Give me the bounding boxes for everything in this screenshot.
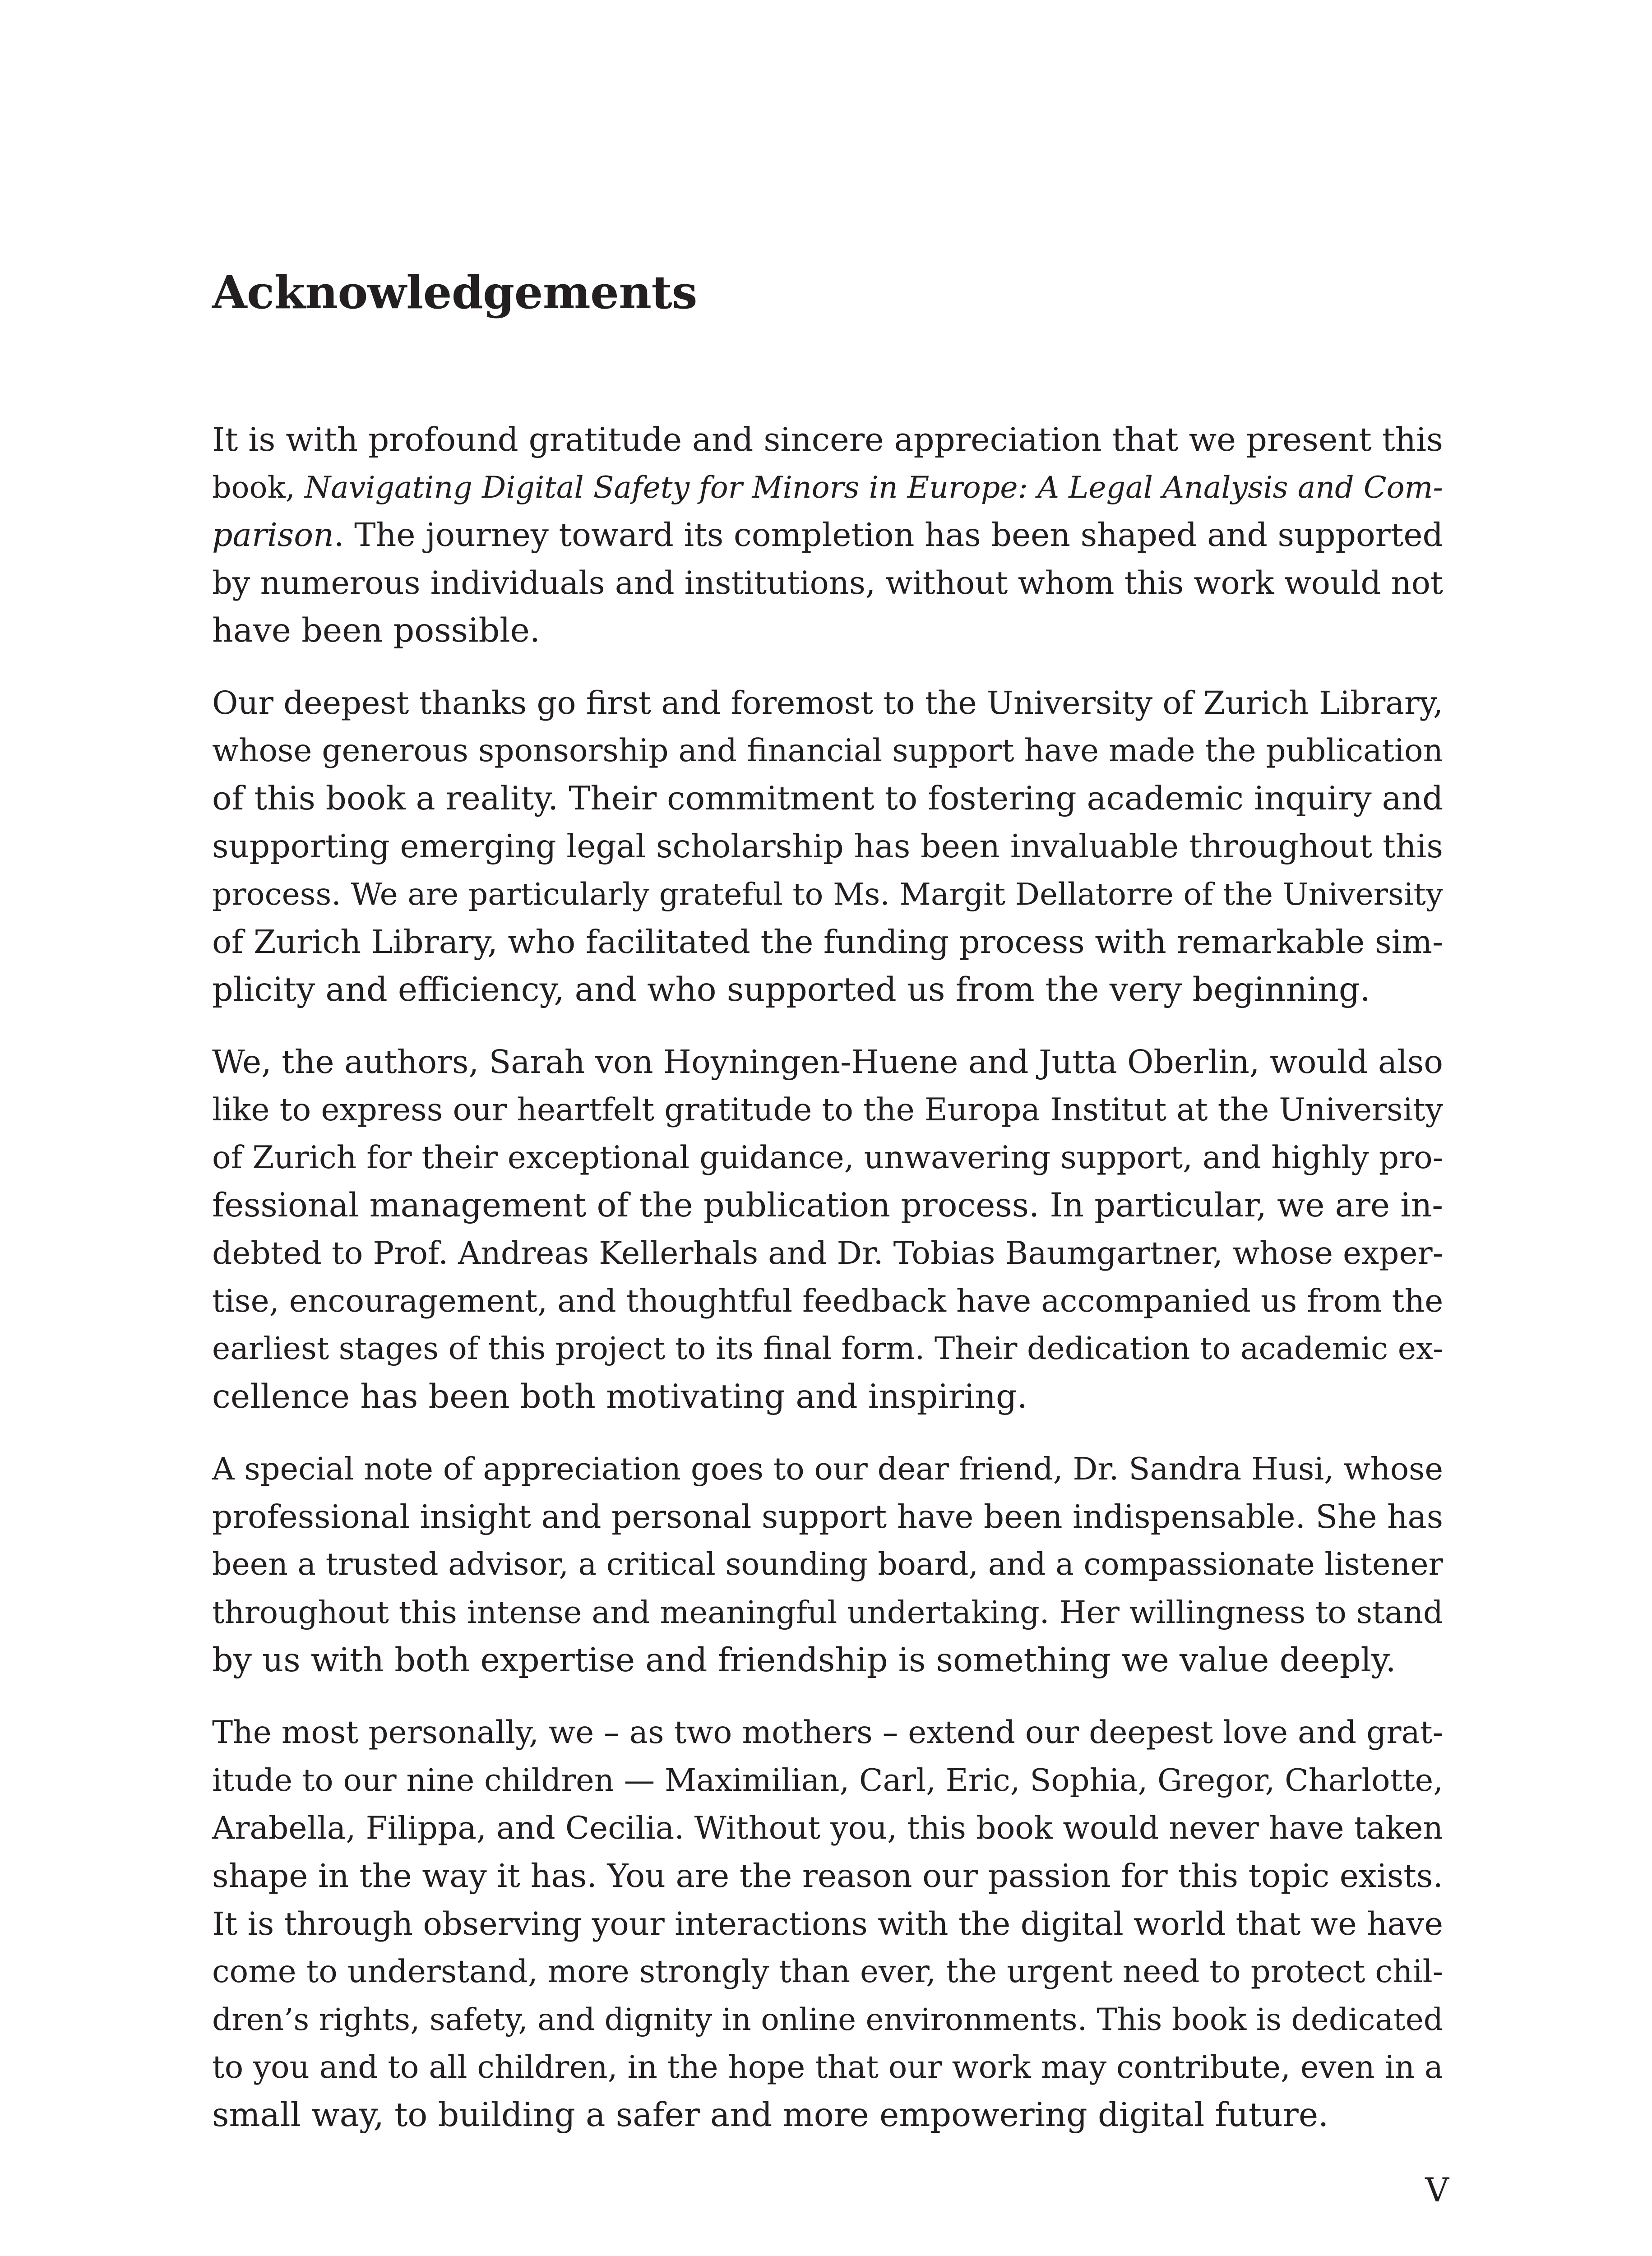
text-line: The most personally, we – as two mothers – extend our deepest love and grat-: [212, 1715, 1443, 1751]
paragraph-4: [212, 1445, 1443, 1684]
text-line: debted to Prof. Andreas Kellerhals and Dr. Tobias Baumgartner, whose exper-: [212, 1235, 1443, 1271]
text-line: shape in the way it has. You are the reason our passion for this topic exists.: [212, 1857, 1443, 1895]
text-line: earliest stages of this project to its final form. Their dedication to academic ex-: [212, 1331, 1444, 1367]
text-line: Arabella, Filippa, and Cecilia. Without you, this book would never have taken: [212, 1810, 1443, 1846]
text-line: by us with both expertise and friendship is something we value deeply.: [212, 1641, 1396, 1679]
body-text: [212, 416, 1443, 2164]
text-line: [212, 463, 1443, 511]
text-line: tise, encouragement, and thoughtful feedback have accompanied us from the: [212, 1283, 1444, 1319]
text-line: It is through observing your interactions with the digital world that we have: [212, 1905, 1443, 1942]
text-line: like to express our heartfelt gratitude to the Europa Institut at the University: [212, 1092, 1443, 1128]
text-line: been a trusted advisor, a critical sounding board, and a compassionate listener: [212, 1547, 1443, 1582]
text-line: throughout this intense and meaningful undertaking. Her willingness to stand: [212, 1595, 1443, 1631]
text-line: dren’s rights, safety, and dignity in online environments. This book is dedicated: [212, 2002, 1444, 2037]
text-line: have been possible.: [212, 611, 540, 650]
paragraph-1: [212, 416, 1443, 655]
text-line: of Zurich Library, who facilitated the funding process with remarkable sim-: [212, 923, 1444, 961]
book-title-italic: parison: [212, 516, 334, 554]
paragraph-2: [212, 679, 1443, 1014]
text-line: It is with profound gratitude and sincere appreciation that we present this: [212, 421, 1443, 458]
text-line: plicity and efficiency, and who supported us from the very beginning.: [212, 971, 1370, 1009]
text-line: fessional management of the publication process. In particular, we are in-: [212, 1186, 1443, 1225]
text-line: cellence has been both motivating and inspiring.: [212, 1378, 1027, 1416]
text-line: supporting emerging legal scholarship has been invaluable throughout this: [212, 828, 1443, 865]
paragraph-3: [212, 1038, 1443, 1421]
text-line: small way, to building a safer and more empowering digital future.: [212, 2096, 1329, 2134]
text-line: of this book a reality. Their commitment to fostering academic inquiry and: [212, 780, 1444, 818]
text-line: A special note of appreciation goes to our dear friend, Dr. Sandra Husi, whose: [212, 1451, 1443, 1487]
page-heading: Acknowledgements: [212, 266, 697, 319]
text-line: [212, 511, 1443, 559]
line-text: book,: [212, 470, 305, 505]
paragraph-5: [212, 1709, 1443, 2139]
line-text: . The journey toward its completion has been shaped and supported: [333, 516, 1443, 554]
text-line: come to understand, more strongly than ever, the urgent need to protect chil-: [212, 1954, 1443, 1990]
text-line: We, the authors, Sarah von Hoyningen-Huene and Jutta Oberlin, would also: [212, 1043, 1443, 1081]
book-title-italic: Navigating Digital Safety for Minors in Europe: A Legal Analysis and Com-: [304, 470, 1443, 505]
text-line: whose generous sponsorship and financial support have made the publication: [212, 733, 1443, 769]
text-line: to you and to all children, in the hope that our work may contribute, even in a: [212, 2049, 1443, 2085]
text-line: professional insight and personal support have been indispensable. She has: [212, 1498, 1443, 1535]
page-number: V: [1425, 2171, 1449, 2210]
text-line: of Zurich for their exceptional guidance, unwavering support, and highly pro-: [212, 1140, 1443, 1176]
text-line: itude to our nine children — Maximilian, Carl, Eric, Sophia, Gregor, Charlotte,: [212, 1762, 1443, 1798]
text-line: process. We are particularly grateful to Ms. Margit Dellatorre of the University: [212, 876, 1443, 912]
text-line: Our deepest thanks go first and foremost to the University of Zurich Library,: [212, 684, 1443, 721]
text-line: by numerous individuals and institutions, without whom this work would not: [212, 564, 1444, 601]
